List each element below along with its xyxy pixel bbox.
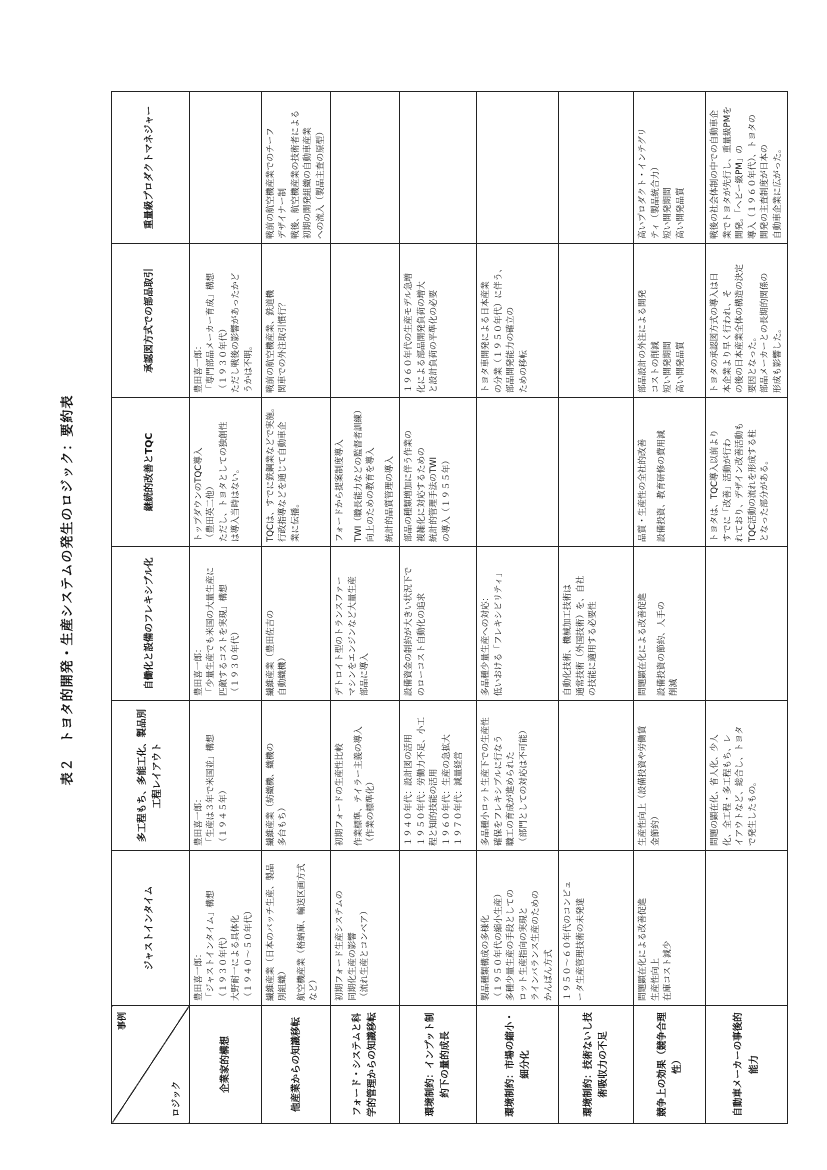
table-cell	[400, 398, 477, 547]
table-cell	[634, 244, 706, 398]
column-header-jidoka: 自働化と設備のフレキシブル化	[112, 547, 190, 701]
cell-text-line: 多品種少量生産への対応：	[481, 592, 492, 696]
table-cell	[477, 92, 559, 244]
cell-text-line: 導入（１９６０年代）、トヨタの	[747, 114, 758, 239]
cell-text-line: 開発の主査制度が日本の	[760, 144, 771, 239]
table-cell	[400, 851, 477, 1006]
table-cell	[190, 398, 262, 547]
cell-text-line: 職工の育成が進められた	[506, 751, 517, 846]
table-cell	[706, 92, 788, 244]
cell-text-line: 大野耐一による具体化	[231, 915, 242, 1001]
cell-text-line: 問題顕在化による改善促進	[638, 592, 649, 696]
cell-text-line: 在庫コスト減少	[663, 940, 674, 1001]
cell-text-line: 「ジャストインタイム」構想	[206, 890, 217, 1001]
cell-text-line: 戦前の航空機産業、鉄道機	[266, 289, 276, 393]
table-cell	[634, 851, 706, 1006]
table-cell	[477, 701, 559, 851]
cell-text-line: トヨタ車開発による日本産業	[481, 281, 492, 393]
cell-text-line: １９６０年代の生産モデル急増	[404, 273, 415, 393]
cell-text-line: 部品開発能力の確立の	[506, 307, 517, 393]
cell-text-line: 自動車企業に広がった。	[772, 144, 783, 239]
cell-text-line: 複雑化に対応するための	[416, 447, 427, 542]
cell-text-line: 問題顕在化による改善促進	[638, 897, 649, 1001]
table-cell	[262, 851, 331, 1006]
cell-text-line: 豊田喜一郎：	[194, 644, 204, 696]
row-label: 環境制約：インプット制約下の量的成長	[400, 1006, 477, 1124]
cell-text-line: は導入当時はない。	[231, 464, 242, 542]
table-cell	[634, 398, 706, 547]
table-cell	[706, 701, 788, 851]
cell-text-line: 「少量生産でも米国の大量生産に	[206, 567, 217, 696]
cell-text-line: （１９５０年代の縮小生産）	[493, 889, 504, 1001]
cell-text-line: 高い開発品質	[675, 341, 686, 393]
table-row	[477, 92, 559, 1124]
row-label: フォード・システムと科学的管理からの知識移転	[331, 1006, 400, 1124]
row-label: 環境制約：市場の縮小・細分化	[477, 1006, 559, 1124]
cell-text-line: 多種少量生産の手段としての	[506, 889, 517, 1001]
cell-text-line: 低いおける「フレキシビリティ」	[493, 568, 504, 696]
cell-text-line: 向上のための教育を導入	[366, 447, 377, 542]
cell-text-line: ティ（製品統合力）	[650, 162, 661, 239]
cell-text-line: 高い開発品質	[675, 187, 686, 239]
table-cell	[706, 398, 788, 547]
page-title: 表２ トヨタ的開発・生産システムの発生のロジック：要約表	[60, 394, 76, 786]
corner-label-logic: ロジック	[171, 1080, 182, 1117]
table-row	[634, 92, 706, 1124]
cell-text-line: トヨタは、TQC導入以前より	[710, 429, 721, 542]
cell-text-line: 品質・生産性の全社的改善	[638, 438, 649, 542]
cell-text-line: 設備投資、教育研修の費用減	[656, 430, 667, 542]
cell-text-line: ロット生産指向の実現と	[518, 906, 529, 1001]
cell-text-line: 戦前の航空機産業でのチーフ	[266, 127, 276, 239]
cell-text-line: への流入（製品主査の原型）	[315, 127, 326, 239]
cell-text-line: 生産性向上（設備投資や労働賃	[638, 725, 649, 846]
cell-text-line: １９６０年代：生産の急拡大	[441, 734, 452, 846]
cell-text-line: １９５０～６０年代のコンピュ	[563, 880, 574, 1001]
table-cell	[331, 851, 400, 1006]
table-cell	[559, 851, 634, 1006]
cell-text-line: 繊維産業（紡織機、織機の	[266, 742, 276, 846]
table-cell	[400, 701, 477, 851]
column-header-heavyweight-pm: 重量級プロダクトマネジャー	[112, 92, 190, 244]
cell-text-line: 航空機産業（格納庫、輸送区画方式など）	[296, 863, 320, 1001]
cell-text-line: 設備資金の制約が大きい状況下で	[404, 567, 415, 696]
cell-text-line: 設備投資の節約、人手の	[656, 601, 667, 696]
table-cell	[331, 92, 400, 244]
table-cell	[559, 244, 634, 398]
cell-text-line: 自動化技術、機械加工技術は	[563, 584, 574, 696]
cell-text-line: 金節約）	[650, 811, 661, 846]
cell-text-line: TQC活動の流れを形成する柱	[747, 429, 758, 542]
table-row	[331, 92, 400, 1124]
cell-text-line: 自動織機）	[278, 653, 289, 696]
cell-text-line: うかは不明。	[243, 341, 254, 393]
table-row	[559, 92, 634, 1124]
row-label: 環境制約：技術ないし技術吸収力の不足	[559, 1006, 634, 1124]
table-cell	[706, 244, 788, 398]
cell-text-line: （部門としての対応は不可能）	[518, 725, 529, 846]
cell-text-line: ただし、トヨタとしての独創性	[218, 421, 229, 542]
table-cell	[190, 851, 262, 1006]
table-cell	[262, 398, 331, 547]
cell-text-line: の技能に適用する必要性	[588, 601, 599, 696]
table-cell	[400, 547, 477, 701]
table-cell	[477, 547, 559, 701]
table-cell	[477, 851, 559, 1006]
row-label: 競争上の効果（競争合理性）	[634, 1006, 706, 1124]
cell-text-line: 短い開発期間	[663, 341, 674, 393]
cell-text-line: イアウトなど、総合し、トヨタ	[735, 725, 746, 846]
cell-text-line: 開発。「ヘビー級PM」の	[735, 145, 746, 239]
cell-text-line: 繊維産業（日本のバッチ生産、製品別組織）	[266, 863, 289, 1001]
table-cell	[262, 701, 331, 851]
cell-text-line: ただし戦後の影響があったかど	[231, 272, 242, 393]
cell-text-line: の分業（１９５０年代）に伴う、	[493, 264, 504, 393]
cell-text-line: 業に伝播。	[290, 499, 301, 542]
cell-text-line: 「生産は３年で米国並」構想	[206, 734, 217, 846]
cell-text-line: 同期化生産の影響	[347, 932, 358, 1001]
cell-text-line: 短い開発期間	[663, 187, 674, 239]
cell-text-line: ための移転	[518, 350, 529, 393]
cell-text-line: 初期フォードの生産性比較	[335, 743, 346, 846]
row-label: 自動車メーカーの事後的能力	[706, 1006, 788, 1124]
cell-text-line: 削減	[669, 678, 680, 696]
row-label: 企業家的構想	[190, 1006, 262, 1124]
cell-text-line: 生産性向上	[650, 958, 661, 1001]
cell-text-line: （１９３０年代）	[218, 932, 229, 1001]
table-cell	[477, 244, 559, 398]
cell-text-line: 部品の種類増加に伴う作業の	[404, 430, 415, 542]
cell-text-line: 繊維産業（豊田佐吉の	[266, 610, 276, 696]
cell-text-line: と設計負荷の平準化の必要	[429, 289, 440, 393]
cell-text-line: の導入（１９５５年）	[441, 456, 452, 542]
cell-text-line: 初期フォード生産システムの	[335, 890, 346, 1001]
table-row	[400, 92, 477, 1124]
cell-text-line: （１９３０年代）	[231, 627, 242, 696]
table-cell	[331, 244, 400, 398]
cell-text-line: 程と知的技能の活用	[429, 768, 440, 846]
table-cell	[706, 851, 788, 1006]
column-header-kaizen-tqc: 継続的改善とTQC	[112, 398, 190, 547]
summary-table	[111, 91, 788, 1124]
table-cell	[634, 547, 706, 701]
cell-text-line: マシンをエンジンなど大量生産	[347, 576, 358, 696]
cell-text-line: トップダウンのTQC導入	[194, 447, 204, 542]
table-cell	[400, 92, 477, 244]
cell-text-line: 化による部品開発負荷の増大	[416, 281, 427, 393]
cell-text-line: （１９４０～５０年代）	[243, 906, 254, 1001]
table-body	[190, 92, 788, 1124]
table-cell	[634, 701, 706, 851]
table-cell	[331, 398, 400, 547]
table-cell	[331, 701, 400, 851]
table-row	[706, 92, 788, 1124]
cell-text-line: 統計的品質管理の導入	[384, 456, 395, 542]
cell-text-line: （１９３０年代）	[218, 324, 229, 393]
table-row	[262, 92, 331, 1124]
cell-text-line: 豊田喜一郎：	[194, 949, 204, 1001]
table-cell	[190, 701, 262, 851]
table-cell	[190, 547, 262, 701]
cell-text-line: 「専門部品メーカー育成」構想	[206, 272, 217, 393]
cell-text-line: 多品種小ロット生産下での生産性	[481, 717, 492, 846]
cell-text-line: 要因となった。	[747, 332, 758, 393]
table-cell	[331, 547, 400, 701]
cell-text-line: コストの削減	[650, 341, 661, 393]
cell-text-line: 通常技術（外国技術）を、自社	[575, 575, 586, 696]
table-cell	[262, 92, 331, 244]
cell-text-line: （豊田英二他）	[206, 481, 217, 542]
cell-text-line: 化、全工程・多工程もち、レ	[722, 734, 733, 846]
cell-text-line: 高いプロダクト・インテグリ	[638, 127, 649, 239]
cell-text-line: 部品メーカーとの長期的関係の	[760, 272, 771, 393]
cell-text-line: 豊田喜一郎：	[194, 794, 204, 846]
cell-text-line: 統計的管理手法のTWI	[429, 456, 440, 542]
table-cell	[262, 547, 331, 701]
cell-text-line: すでに「改善」活動が行わ	[722, 438, 733, 542]
cell-text-line: １９５０年代：労働力不足、小工	[416, 717, 427, 846]
cell-text-line: 製品種類構成の多様化	[481, 915, 492, 1001]
cell-text-line: 確保をフレキシブルに行なう	[493, 735, 504, 846]
cell-text-line: れており、デザイン改善活動も	[735, 422, 746, 542]
corner-label-cases: 事例	[118, 1012, 128, 1031]
column-header-approved-drawings: 承認図方式での部品取引	[112, 244, 190, 398]
cell-text-line: 作業標準、テイラー主義の導入	[353, 726, 364, 846]
table-row	[190, 92, 262, 1124]
cell-text-line: 問題の顕在化、省人化、少人	[710, 734, 721, 846]
cell-text-line: の後の日本産業全体の構造の決定	[735, 264, 746, 393]
cell-text-line: 部品に導入	[360, 653, 371, 696]
rotated-table-wrapper	[111, 92, 783, 1124]
cell-text-line: 多台もち）	[278, 803, 289, 846]
cell-text-line: 匹敵するコストを実現」構想	[218, 584, 229, 696]
cell-text-line: 行政指導などを通じて自動車企	[278, 421, 289, 542]
table-cell	[559, 92, 634, 244]
cell-text-line: 業でトヨタが先行し、重量級PMを	[722, 106, 733, 239]
corner-cell	[112, 1006, 190, 1124]
table-cell	[559, 701, 634, 851]
cell-text-line: （１９４５年）	[218, 785, 229, 846]
row-label: 他産業からの知識移転	[262, 1006, 331, 1124]
cell-text-line: 本企業より早く行われ、そ	[722, 289, 733, 393]
cell-text-line: のローコスト自動化の追求	[416, 592, 427, 696]
cell-text-line: 初期の開発組織の自動車産業	[303, 127, 314, 239]
table-cell	[706, 547, 788, 701]
cell-text-line: （流れ生産とコンベア）	[360, 906, 371, 1001]
cell-text-line: １９４０年代：設計図の活用	[404, 734, 415, 846]
table-cell	[190, 92, 262, 244]
cell-text-line: ラインバランス生産のための	[531, 890, 542, 1001]
cell-text-line: となった部分がある。	[760, 456, 771, 542]
cell-text-line: 形成も影響した。	[772, 324, 783, 393]
column-header-jit: ジャストインタイム	[112, 851, 190, 1006]
table-cell	[190, 244, 262, 398]
cell-text-line: 戦後の社会体制の中での自動車企	[710, 110, 721, 239]
cell-text-line: デトロイト型のトランスファー	[335, 576, 346, 696]
cell-text-line: で発生したもの。	[747, 777, 758, 846]
cell-text-line: 戦後、航空機産業の技術者による	[290, 110, 301, 239]
table-cell	[559, 398, 634, 547]
cell-text-line: ータ生産管理技術の未発達	[575, 897, 586, 1001]
cell-text-line: TQCは、すでに鉄鋼業などで実施。	[266, 403, 276, 542]
column-header-multi-process: 多工程もち、多能工化、製品別工程レイアウト	[112, 701, 190, 851]
header-row	[112, 92, 190, 1124]
cell-text-line: 部品設計の外注による開発	[638, 289, 649, 393]
table-cell	[559, 547, 634, 701]
table-cell	[477, 398, 559, 547]
cell-text-line: かんばん方式	[543, 949, 554, 1001]
cell-text-line: １９７０年代：減量経営	[454, 751, 465, 846]
cell-text-line: フォードから提案制度導入	[335, 439, 346, 542]
cell-text-line: 豊田喜一郎：	[194, 341, 204, 393]
cell-text-line: デザイナー制	[278, 188, 289, 239]
table-cell	[262, 244, 331, 398]
table-cell	[400, 244, 477, 398]
table-cell	[634, 92, 706, 244]
cell-text-line: （作業の標準化）	[366, 777, 377, 846]
cell-text-line: 関車での外注取引慣行？	[278, 298, 289, 393]
cell-text-line: トヨタの承認図方式の導入は日	[710, 272, 721, 393]
cell-text-line: TWI（職長能力などの監督者訓練）	[353, 405, 364, 542]
